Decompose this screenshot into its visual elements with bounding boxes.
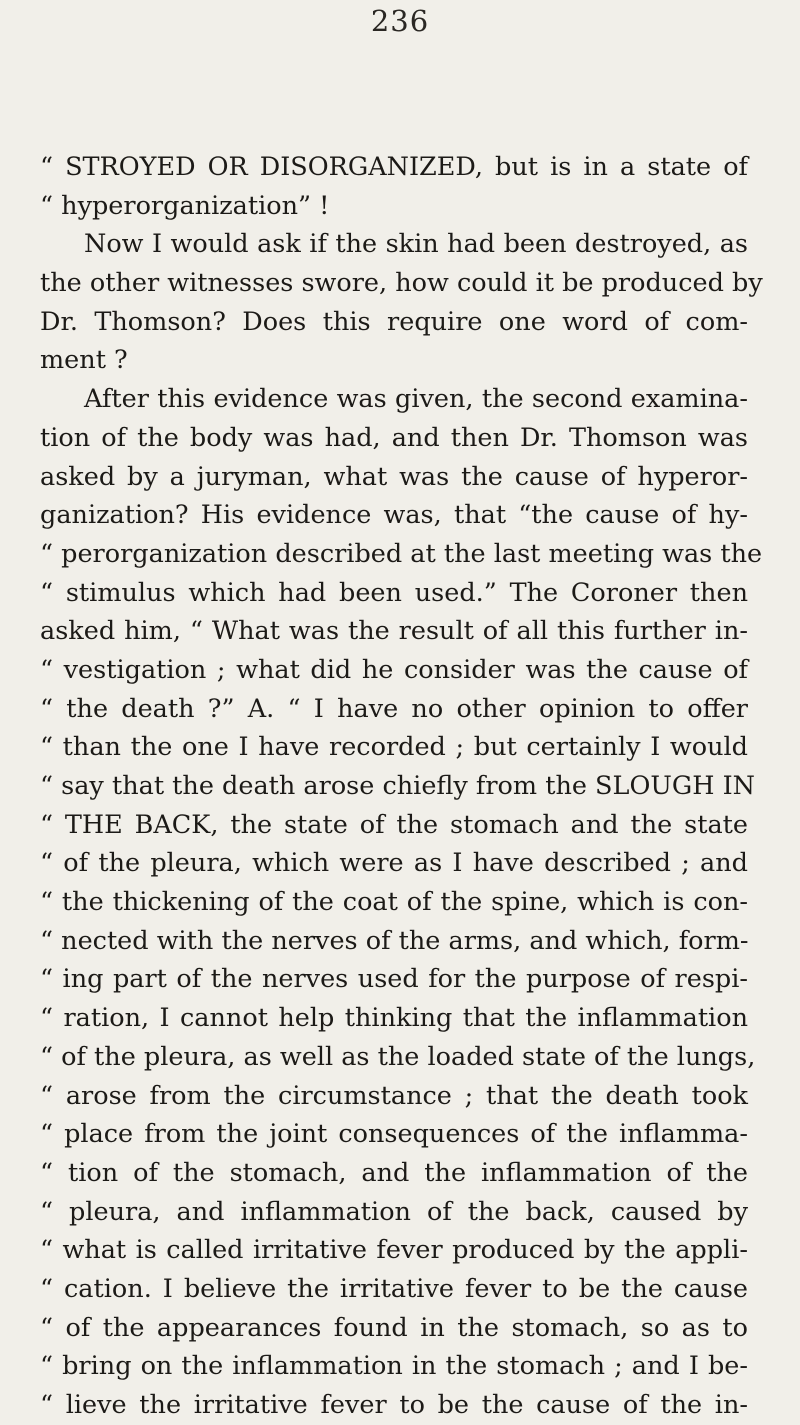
text-line: ment ?	[40, 345, 128, 376]
text-line: “ than the one I have recorded ; but certainly I would	[40, 732, 748, 763]
text-line: “ STROYED OR DISORGANIZED, but is in a state of	[40, 152, 748, 182]
text-line: After this evidence was given, the second examina-	[84, 384, 748, 415]
text-line: “ place from the joint consequences of the inflamma-	[40, 1119, 748, 1150]
text-line: “ the thickening of the coat of the spine, which is con-	[40, 887, 748, 918]
text-line: “ what is called irritative fever produced by the appli-	[40, 1235, 748, 1266]
text-line: “ nected with the nerves of the arms, and which, form-	[40, 925, 749, 956]
body-text	[40, 148, 763, 1425]
text-line: “ of the appearances found in the stomach, so as to	[40, 1312, 748, 1343]
text-line: “ vestigation ; what did he consider was the cause of	[40, 654, 748, 685]
text-line: “ stimulus which had been used.” The Coroner then	[40, 577, 748, 608]
text-line: Now I would ask if the skin had been destroyed, as	[84, 229, 748, 260]
text-line: “ ration, I cannot help thinking that the inflammation	[40, 1003, 748, 1034]
text-line: ganization? His evidence was, that “the cause of hy-	[40, 500, 748, 531]
text-line: tion of the body was had, and then Dr. Thomson was	[40, 422, 748, 453]
text-line: the other witnesses swore, how could it be produced by	[40, 268, 763, 299]
text-line: “ hyperorganization” !	[40, 190, 330, 221]
text-line: “ of the pleura, as well as the loaded state of the lungs,	[40, 1041, 756, 1072]
page-number: 236	[370, 4, 430, 38]
text-line: “ THE BACK, the state of the stomach and the state	[40, 809, 748, 840]
text-line: “ ing part of the nerves used for the purpose of respi-	[40, 964, 748, 995]
text-line: “ cation. I believe the irritative fever to be the cause	[40, 1273, 748, 1304]
text-line: “ arose from the circumstance ; that the death took	[40, 1080, 748, 1111]
text-line: “ tion of the stomach, and the inflammation of the	[40, 1157, 748, 1188]
text-line: “ perorganization described at the last meeting was the	[40, 538, 763, 569]
text-line: “ pleura, and inflammation of the back, caused by	[40, 1196, 748, 1227]
text-line: “ bring on the inflammation in the stomach ; and I be-	[40, 1351, 748, 1382]
text-line: “ lieve the irritative fever to be the cause of the in-	[40, 1390, 748, 1420]
text-line: “ the death ?” A. “ I have no other opinion to offer	[40, 693, 748, 724]
text-line: asked him, “ What was the result of all this further in-	[40, 616, 748, 647]
text-line: Dr. Thomson? Does this require one word of com-	[40, 306, 748, 337]
text-line: “ of the pleura, which were as I have described ; and	[40, 848, 748, 879]
text-line: asked by a juryman, what was the cause of hyperor-	[40, 461, 748, 492]
text-line: “ say that the death arose chiefly from the SLOUGH IN	[40, 771, 755, 801]
